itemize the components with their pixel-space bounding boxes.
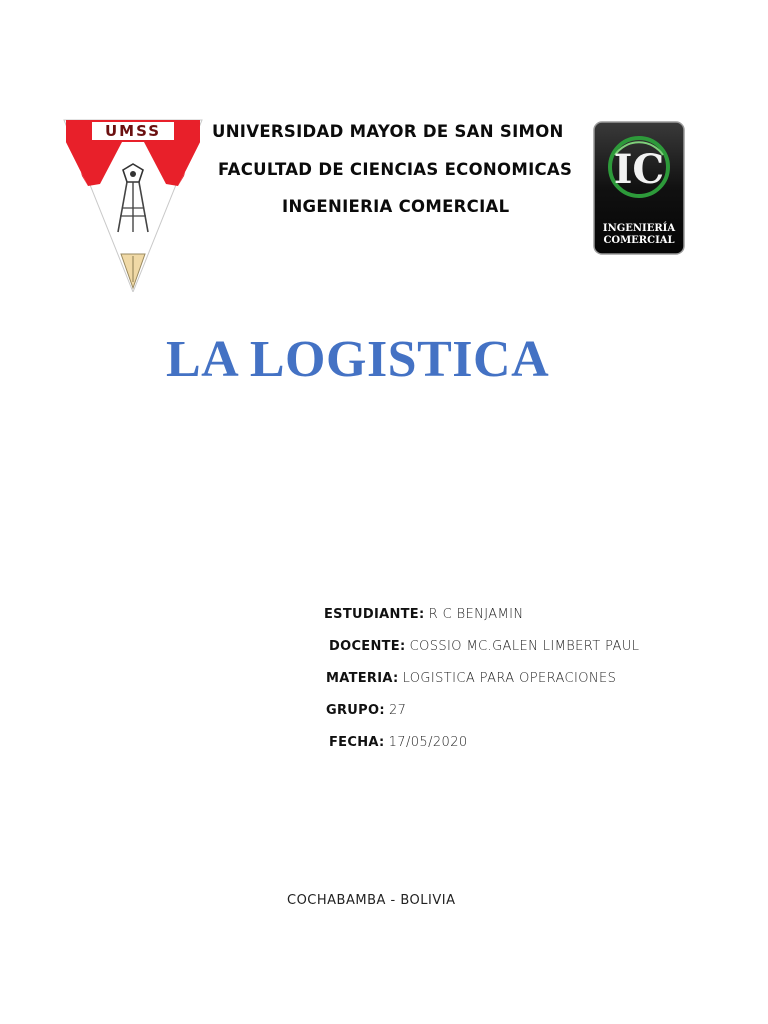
ic-monogram: IC	[613, 146, 665, 193]
info-date	[329, 735, 468, 750]
ic-logo-line2: COMERCIAL	[603, 235, 675, 246]
group-value: 27	[388, 703, 407, 718]
subject-value: LOGISTICA PARA OPERACIONES	[402, 671, 617, 686]
info-subject	[326, 671, 616, 686]
document-title: LA LOGISTICA	[166, 331, 550, 388]
university-name: UNIVERSIDAD MAYOR DE SAN SIMON	[212, 122, 564, 141]
info-student	[324, 607, 524, 622]
teacher-label: DOCENTE:	[329, 639, 406, 654]
date-label: FECHA:	[329, 735, 385, 750]
subject-label: MATERIA:	[326, 671, 399, 686]
info-teacher	[329, 639, 639, 654]
city-location: COCHABAMBA - BOLIVIA	[287, 893, 456, 908]
teacher-value: COSSIO MC.GALEN LIMBERT PAUL	[409, 639, 640, 654]
info-group	[326, 703, 406, 718]
group-label: GRUPO:	[326, 703, 385, 718]
umss-logo	[62, 116, 204, 292]
student-label: ESTUDIANTE:	[324, 607, 425, 622]
date-value: 17/05/2020	[388, 735, 468, 750]
faculty-name: FACULTAD DE CIENCIAS ECONOMICAS	[218, 160, 573, 179]
career-name: INGENIERIA COMERCIAL	[282, 197, 510, 216]
student-value: R C BENJAMIN	[428, 607, 524, 622]
ic-logo-line1: INGENIERÍA	[602, 223, 676, 234]
umss-logo-text: UMSS	[104, 122, 162, 140]
ingenieria-comercial-logo	[593, 121, 685, 255]
